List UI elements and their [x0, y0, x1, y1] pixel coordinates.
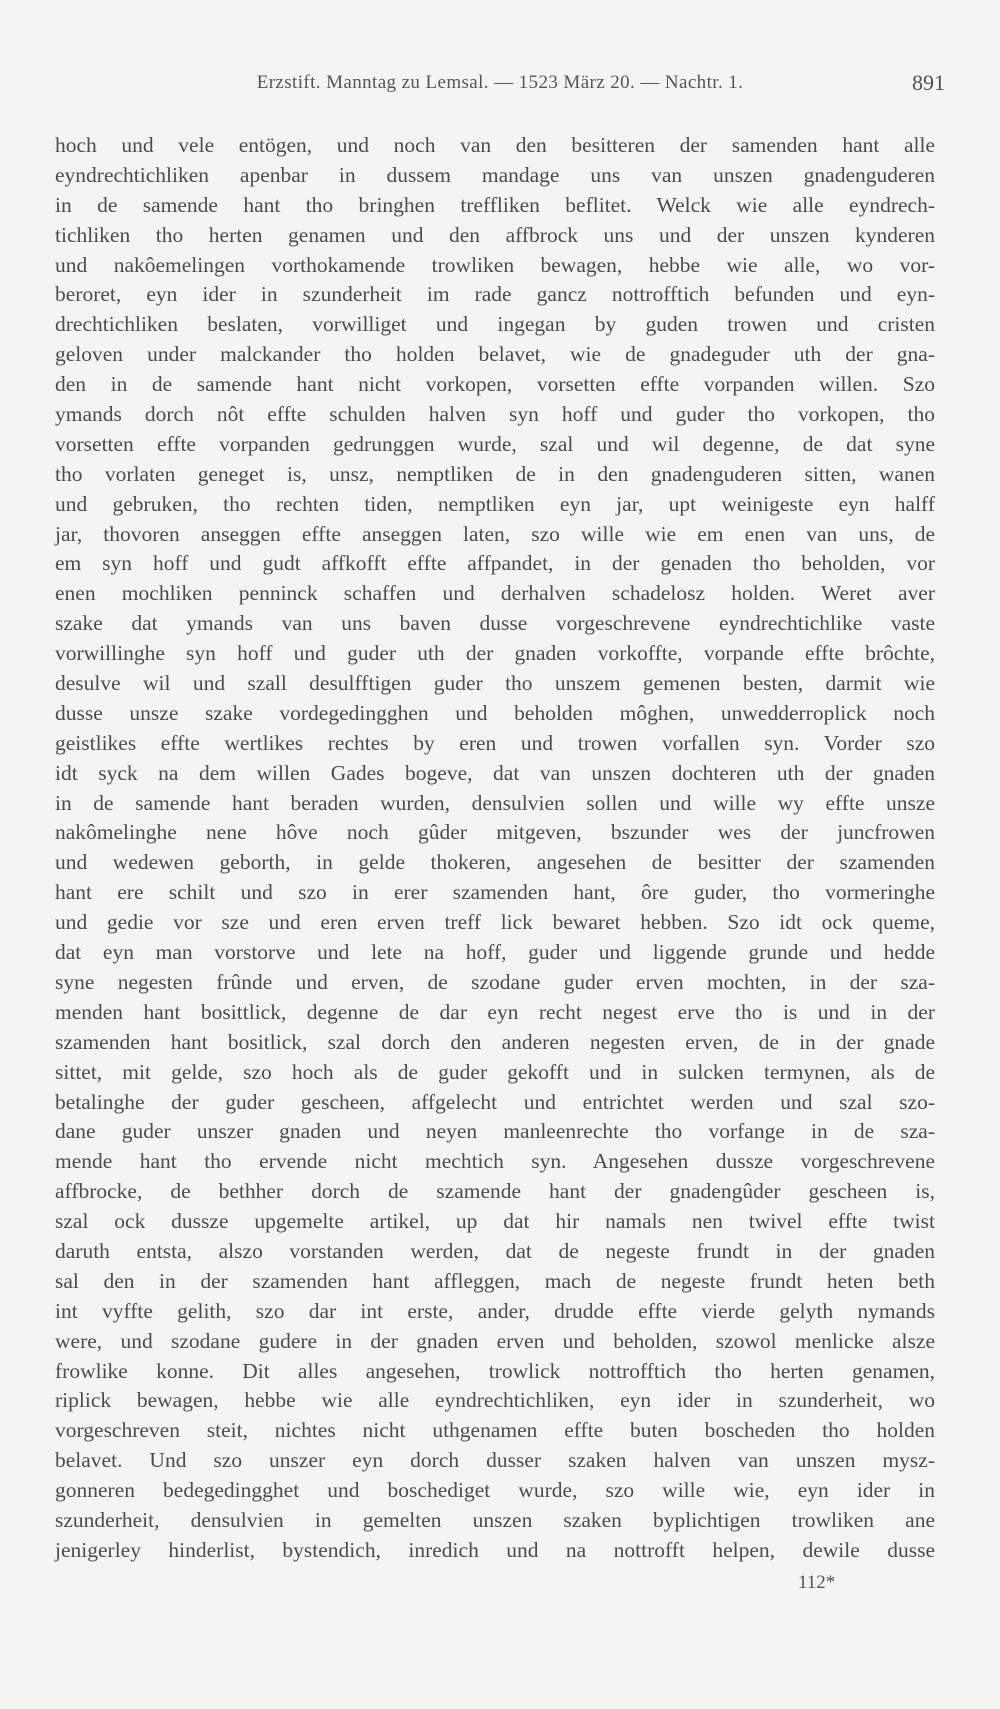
text-line: mende hant tho ervende nicht mechtich syn. Angesehen dussze vorgeschrevene: [55, 1149, 935, 1174]
body-text: [55, 131, 935, 1566]
text-line: dusse unsze szake vordegedingghen und beholden môghen, unwedderroplick noch: [55, 700, 935, 725]
running-head: [55, 70, 945, 100]
text-line: dat eyn man vorstorve und lete na hoff, guder und liggende grunde und hedde: [55, 940, 935, 965]
text-line: und gedie vor sze und eren erven treff lick bewaret hebben. Szo idt ock queme,: [55, 910, 935, 935]
text-line: gonneren bedegedingghet und boschediget wurde, szo wille wie, eyn ider in: [55, 1478, 935, 1503]
text-line: in de samende hant tho bringhen treffliken beflitet. Welck wie alle eyndrech-: [55, 192, 935, 217]
text-line: dane guder unszer gnaden und neyen manleenrechte tho vorfange in de sza-: [55, 1119, 935, 1144]
text-line: szunderheit, densulvien in gemelten unszen szaken byplichtigen trowliken ane: [55, 1507, 935, 1532]
text-line: enen mochliken penninck schaffen und derhalven schadelosz holden. Weret aver: [55, 581, 935, 606]
text-line: hant ere schilt und szo in erer szamenden hant, ôre guder, tho vormeringhe: [55, 880, 935, 905]
text-line: und gebruken, tho rechten tiden, nemptliken eyn jar, upt weinigeste eyn halff: [55, 491, 935, 516]
text-line: szamenden hant bositlick, szal dorch den anderen negesten erven, de in der gnade: [55, 1029, 935, 1054]
text-line: em syn hoff und gudt affkofft effte affpandet, in der genaden tho beholden, vor: [55, 551, 935, 576]
text-line: beroret, eyn ider in szunderheit im rade gancz nottrofftich befunden und eyn-: [55, 282, 935, 307]
text-line: vorsetten effte vorpanden gedrunggen wurde, szal und wil degenne, de dat syne: [55, 431, 935, 456]
text-line: daruth entsta, alszo vorstanden werden, dat de negeste frundt in der gnaden: [55, 1238, 935, 1263]
text-line: menden hant bosittlick, degenne de dar eyn recht negest erve tho is und in der: [55, 999, 935, 1024]
text-line: belavet. Und szo unszer eyn dorch dusser szaken halven van unszen mysz-: [55, 1448, 935, 1473]
text-line: szal ock dussze upgemelte artikel, up dat hir namals nen twivel effte twist: [55, 1209, 935, 1234]
text-line: jenigerley hinderlist, bystendich, inredich und na nottrofft helpen, dewile dusse: [55, 1537, 935, 1562]
text-line: geloven under malckander tho holden belavet, wie de gnadeguder uth der gna-: [55, 342, 935, 367]
text-line: nakômelinghe nene hôve noch gûder mitgeven, bszunder wes der juncfrowen: [55, 820, 935, 845]
text-line: jar, thovoren anseggen effte anseggen laten, szo wille wie em enen van uns, de: [55, 521, 935, 546]
signature-mark: 112*: [798, 1572, 836, 1593]
text-line: und wedewen geborth, in gelde thokeren, angesehen de besitter der szamenden: [55, 850, 935, 875]
text-line: frowlike konne. Dit alles angesehen, trowlick nottrofftich tho herten genamen,: [55, 1358, 935, 1383]
text-line: sittet, mit gelde, szo hoch als de guder gekofft und in sulcken termynen, als de: [55, 1059, 935, 1084]
page-number: 891: [912, 70, 945, 95]
text-line: tichliken tho herten genamen und den affbrock uns und der unszen kynderen: [55, 222, 935, 247]
text-line: syne negesten frûnde und erven, de szodane guder erven mochten, in der sza-: [55, 969, 935, 994]
text-line: betalinghe der guder gescheen, affgelecht und entrichtet werden und szal szo-: [55, 1089, 935, 1114]
text-line: geistlikes effte wertlikes rechtes by eren und trowen vorfallen syn. Vorder szo: [55, 730, 935, 755]
text-line: affbrocke, de bethher dorch de szamende hant der gnadengûder gescheen is,: [55, 1179, 935, 1204]
text-line: vorgeschreven steit, nichtes nicht uthgenamen effte buten boscheden tho holden: [55, 1418, 935, 1443]
text-line: sal den in der szamenden hant affleggen, mach de negeste frundt heten beth: [55, 1268, 935, 1293]
text-line: tho vorlaten geneget is, unsz, nemptliken de in den gnadenguderen sitten, wanen: [55, 461, 935, 486]
text-line: idt syck na dem willen Gades bogeve, dat van unszen dochteren uth der gnaden: [55, 760, 935, 785]
text-line: vorwillinghe syn hoff und guder uth der gnaden vorkoffte, vorpande effte brôchte,: [55, 641, 935, 666]
text-line: drechtichliken beslaten, vorwilliget und ingegan by guden trowen und cristen: [55, 312, 935, 337]
text-line: den in de samende hant nicht vorkopen, vorsetten effte vorpanden willen. Szo: [55, 372, 935, 397]
running-title: Erzstift. Manntag zu Lemsal. — 1523 März 20. — Nachtr. 1.: [256, 72, 744, 93]
text-line: in de samende hant beraden wurden, densulvien sollen und wille wy effte unsze: [55, 790, 935, 815]
text-line: hoch und vele entögen, und noch van den besitteren der samenden hant alle: [55, 133, 935, 157]
text-line: eyndrechtichliken apenbar in dussem mandage uns van unszen gnadenguderen: [55, 162, 935, 187]
text-line: desulve wil und szall desulfftigen guder tho unszem gemenen besten, darmit wie: [55, 671, 935, 696]
text-line: und nakôemelingen vorthokamende trowliken bewagen, hebbe wie alle, wo vor-: [55, 252, 935, 277]
text-line: were, und szodane gudere in der gnaden erven und beholden, szowol menlicke alsze: [55, 1328, 935, 1353]
text-line: riplick bewagen, hebbe wie alle eyndrechtichliken, eyn ider in szunderheit, wo: [55, 1388, 935, 1413]
text-line: szake dat ymands van uns baven dusse vorgeschrevene eyndrechtichlike vaste: [55, 611, 935, 636]
text-line: int vyffte gelith, szo dar int erste, ander, drudde effte vierde gelyth nymands: [55, 1298, 935, 1323]
text-line: ymands dorch nôt effte schulden halven syn hoff und guder tho vorkopen, tho: [55, 402, 935, 427]
